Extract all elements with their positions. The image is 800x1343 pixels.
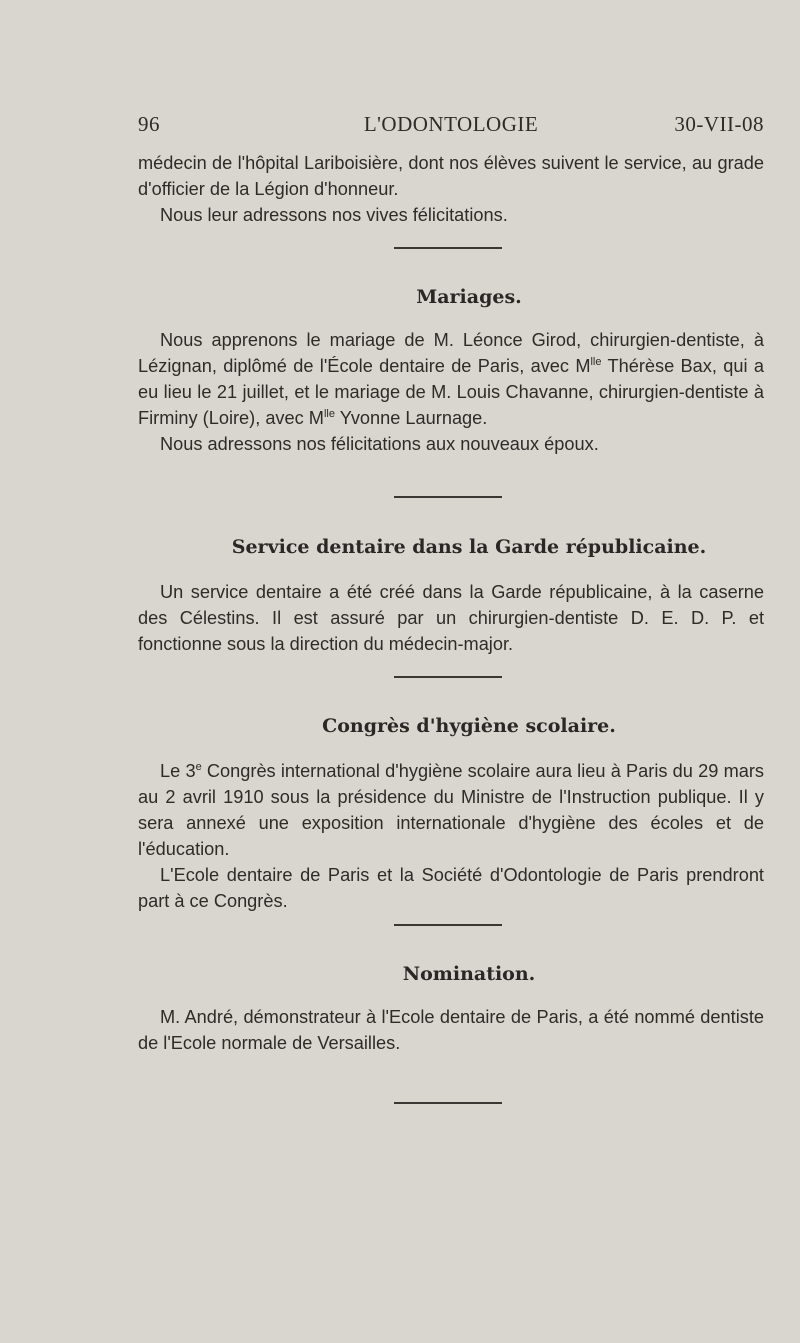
mariages-sup-2: lle xyxy=(323,408,335,420)
congres-sup: e xyxy=(195,761,202,773)
section-title-congres: Congrès d'hygiène scolaire. xyxy=(322,715,616,737)
service-text xyxy=(138,579,764,657)
congres-text-b: Congrès international d'hygiène scolaire aura lieu à Paris du 29 mars au 2 avril 1910 sous la présidence du Ministre de l'Instruction publique. Il y sera annexé une exposition internationale d'hygiène des écoles et de l'éducation. xyxy=(138,761,764,859)
issue-date: 30-VII-08 xyxy=(674,112,764,136)
mariages-paragraph xyxy=(138,327,764,431)
congres-participation: L'Ecole dentaire de Paris et la Société d'Odontologie de Paris prendront part à ce Congrès. xyxy=(138,865,764,911)
section-title-mariages: Mariages. xyxy=(416,286,522,308)
section-divider xyxy=(394,676,502,678)
congres-text-a: Le 3 xyxy=(160,761,196,781)
nomination-text xyxy=(138,1004,764,1056)
congres-text xyxy=(138,758,764,914)
section-title-nomination: Nomination. xyxy=(402,963,536,985)
mariages-text-c: Yvonne Laurnage. xyxy=(334,408,488,428)
running-header xyxy=(138,112,764,146)
section-divider xyxy=(394,924,502,926)
mariages-text xyxy=(138,327,764,457)
section-divider xyxy=(394,496,502,498)
congres-paragraph xyxy=(138,758,764,862)
mariages-text-a: Nous apprenons le mariage de M. Léonce Girod, chirurgien-dentiste, à Lézignan, diplômé de l'École dentaire de Paris, avec M xyxy=(138,330,764,376)
section-divider xyxy=(394,1102,502,1104)
intro-text xyxy=(138,150,764,228)
intro-paragraph: médecin de l'hôpital Lariboisière, dont nos élèves suivent le service, au grade d'officier de la Légion d'honneur. xyxy=(138,153,764,199)
page-number: 96 xyxy=(138,112,160,136)
nomination-paragraph: M. André, démonstrateur à l'Ecole dentaire de Paris, a été nommé dentiste de l'Ecole normale de Versailles. xyxy=(138,1007,764,1053)
mariages-text-b: Thérèse Bax, qui a eu lieu le 21 juillet, et le mariage de M. Louis Chavanne, chirurgien-dentiste à Firminy (Loire), avec M xyxy=(138,356,764,428)
section-divider xyxy=(394,247,502,249)
section-title-service: Service dentaire dans la Garde républicaine. xyxy=(231,536,707,558)
journal-title: L'ODONTOLOGIE xyxy=(363,112,539,136)
mariages-congratulations: Nous adressons nos félicitations aux nouveaux époux. xyxy=(160,434,599,454)
service-paragraph: Un service dentaire a été créé dans la Garde républicaine, à la caserne des Célestins. Il est assuré par un chirurgien-dentiste D. E. D. P. et fonctionne sous la direction du médecin-major. xyxy=(138,582,764,654)
intro-congratulations: Nous leur adressons nos vives félicitations. xyxy=(160,205,508,225)
mariages-sup-1: lle xyxy=(590,356,602,368)
